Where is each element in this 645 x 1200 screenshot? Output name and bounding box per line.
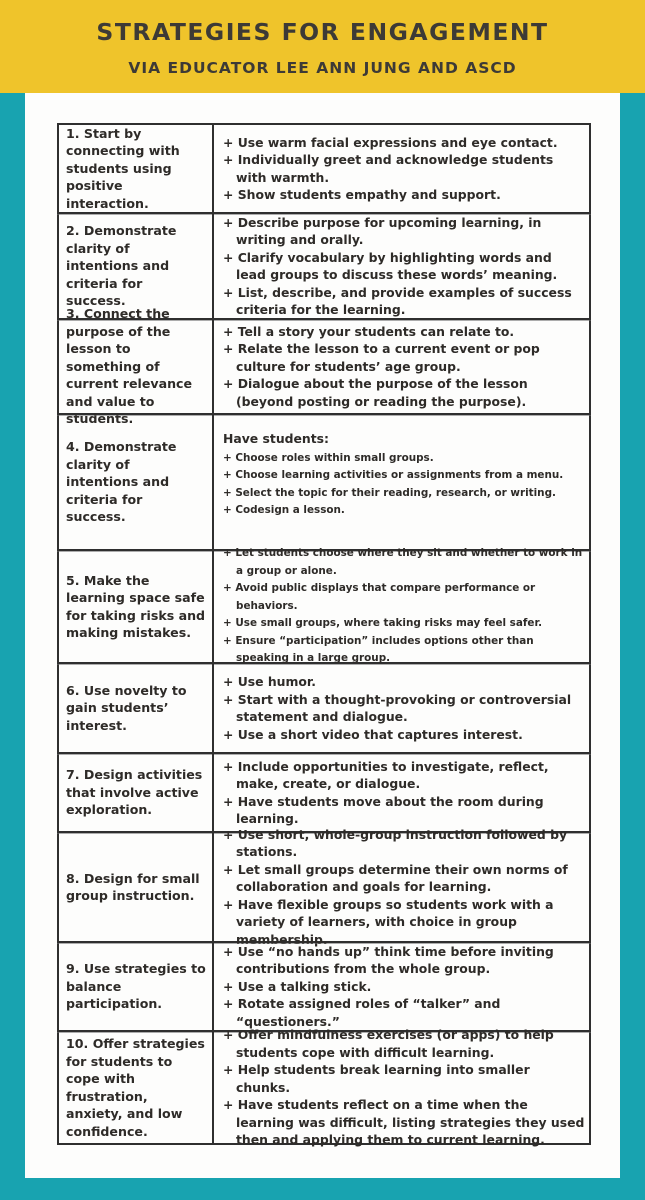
list-item: + Ensure “participation” includes options other than speaking in a large group. [223, 634, 534, 665]
row-lead-text: Have students: [223, 431, 329, 446]
table-row [59, 306, 589, 427]
strategy-actions [214, 943, 589, 1030]
table-row [59, 214, 589, 320]
strategy-label: 1. Start by connecting with students using positive interaction. [59, 125, 214, 212]
strategy-label: 3. Connect the purpose of the lesson to something of current relevance and value to students. [59, 320, 214, 413]
list-item: + Let small groups determine their own norms of collaboration and goals for learning. [223, 861, 568, 895]
list-item: + Help students break learning into smaller chunks. [223, 1062, 530, 1095]
list-item: + Avoid public displays that compare performance or behaviors. [223, 582, 536, 612]
list-item: + Rotate assigned roles of “talker” and “questioners.” [223, 996, 501, 1029]
table-row [59, 1027, 589, 1148]
list-item: + Choose roles within small groups. [223, 451, 434, 464]
list-item: + List, describe, and provide examples of success criteria for the learning. [223, 284, 572, 317]
strategy-label: 4. Demonstrate clarity of intentions and criteria for success. [59, 415, 214, 549]
strategy-label: 6. Use novelty to gain students’ interest. [59, 664, 214, 752]
list-item: + Select the topic for their reading, research, or writing. [223, 486, 556, 499]
list-item: + Show students empathy and support. [223, 187, 501, 202]
strategy-actions [214, 754, 589, 831]
list-item: + Relate the lesson to a current event or pop culture for students’ age group. [223, 341, 540, 374]
strategy-label: 5. Make the learning space safe for taking risks and making mistakes. [59, 551, 214, 662]
table-row [59, 826, 589, 947]
list-item: + Start with a thought-provoking or controversial statement and dialogue. [223, 691, 572, 724]
strategy-actions [214, 125, 589, 212]
list-item: + Use a short video that captures interest. [223, 726, 523, 742]
strategy-actions [214, 826, 589, 947]
strategy-label: 7. Design activities that involve active exploration. [59, 754, 214, 831]
table-row [59, 754, 589, 833]
table-row [59, 125, 589, 214]
list-item: + Describe purpose for upcoming learning, in writing and orally. [223, 214, 542, 247]
list-item: + Use small groups, where taking risks may feel safer. [223, 617, 543, 630]
list-item: + Include opportunities to investigate, reflect, make, create, or dialogue. [223, 758, 549, 791]
list-item: + Offer mindfulness exercises (or apps) to help students cope with difficult learning. [223, 1027, 554, 1060]
list-item: + Codesign a lesson. [223, 504, 345, 517]
strategies-table [57, 123, 591, 1148]
strategy-actions [214, 1027, 589, 1148]
list-item: + Dialogue about the purpose of the lesson (beyond posting or reading the purpose). [223, 376, 528, 409]
page-title: STRATEGIES FOR ENGAGEMENT [96, 18, 549, 46]
strategy-actions [214, 415, 589, 549]
strategy-actions [214, 320, 589, 413]
strategy-label: 2. Demonstrate clarity of intentions and criteria for success. [59, 214, 214, 318]
strategy-label: 10. Offer strategies for students to cope with frustration, anxiety, and low confidence. [59, 1032, 214, 1143]
strategy-label: 8. Design for small group instruction. [59, 833, 214, 941]
list-item: + Use a talking stick. [223, 978, 372, 994]
table-row [59, 943, 589, 1032]
list-item: + Let students choose where they sit and whether to work in a group or alone. [223, 546, 583, 577]
list-item: + Use warm facial expressions and eye contact. [223, 134, 558, 150]
page-subtitle: VIA EDUCATOR LEE ANN JUNG AND ASCD [128, 59, 517, 77]
strategy-actions [214, 546, 589, 665]
list-item: + Have students reflect on a time when the learning was difficult, listing strategies they used then and applying them to current learning. [223, 1097, 585, 1148]
strategy-label: 9. Use strategies to balance participation. [59, 943, 214, 1030]
table-row [59, 415, 589, 551]
strategy-actions [214, 214, 589, 318]
header-banner [0, 0, 645, 93]
list-item: + Use humor. [223, 674, 316, 689]
list-item: + Choose learning activities or assignments from a menu. [223, 469, 564, 482]
table-row [59, 546, 589, 665]
list-item: + Tell a story your students can relate to. [223, 323, 515, 339]
list-item: + Have students move about the room during learning. [223, 793, 544, 826]
table-row [59, 664, 589, 754]
list-item: + Use “no hands up” think time before inviting contributions from the whole group. [223, 943, 554, 977]
list-item: + Use short, whole-group instruction followed by stations. [223, 826, 568, 860]
list-item: + Clarify vocabulary by highlighting words and lead groups to discuss these words’ meaning. [223, 249, 558, 282]
strategy-actions [214, 664, 589, 752]
list-item: + Individually greet and acknowledge students with warmth. [223, 152, 554, 185]
list-item: + Have flexible groups so students work with a variety of learners, with choice in group membership. [223, 896, 554, 947]
